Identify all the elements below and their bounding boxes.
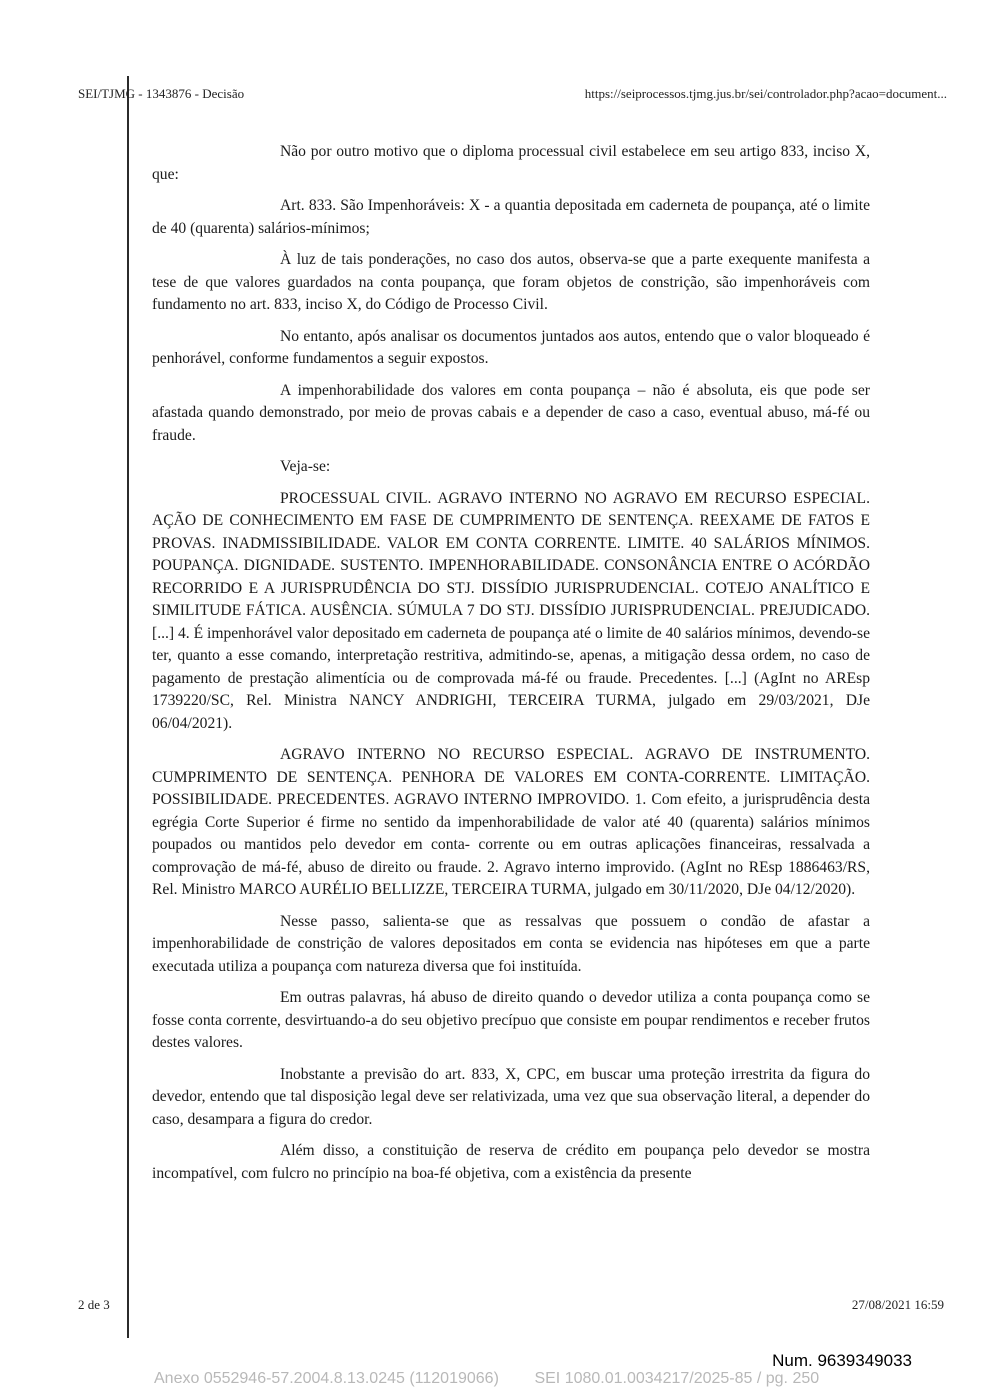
paragraph: À luz de tais ponderações, no caso dos autos, observa-se que a parte exequente manifesta a tese de que valores guardados na conta poupança, que foram objetos de constrição, são impenhoráveis com fundamento no art. 833, inciso X, do Código de Processo Civil. xyxy=(152,251,870,313)
case-law-quote: PROCESSUAL CIVIL. AGRAVO INTERNO NO AGRAVO EM RECURSO ESPECIAL. AÇÃO DE CONHECIMENTO EM FASE DE CUMPRIMENTO DE SENTENÇA. REEXAME DE FATOS E PROVAS. INADMISSIBILIDADE. VALOR EM CONTA CORRENTE. LIMITE. 40 SALÁRIOS MÍNIMOS. POUPANÇA. DIGNIDADE. SUSTENTO. IMPENHORABILIDADE. CONSONÂNCIA ENTRE O ACÓRDÃO RECORRIDO E A JURISPRUDÊNCIA DO STJ. DISSÍDIO JURISPRUDENCIAL. COTEJO ANALÍTICO E SIMILITUDE FÁTICA. AUSÊNCIA. SÚMULA 7 DO STJ. DISSÍDIO JURISPRUDENCIAL. PREJUDICADO. [...] 4. É impenhorável valor depositado em caderneta de poupança até o limite de 40 salários mínimos, devendo-se ter, quanto a esse comando, interpretação restritiva, admitindo-se, apenas, a mitigação dessa ordem, no caso de pagamento de prestação alimentícia ou de comprovada má-fé ou fraude. Precedentes. [...] (AgInt no AREsp 1739220/SC, Rel. Ministra NANCY ANDRIGHI, TERCEIRA TURMA, julgado em 29/03/2021, DJe 06/04/2021). xyxy=(152,489,870,732)
case-law-quote: AGRAVO INTERNO NO RECURSO ESPECIAL. AGRAVO DE INSTRUMENTO. CUMPRIMENTO DE SENTENÇA. PENHORA DE VALORES EM CONTA-CORRENTE. LIMITAÇÃO. POSSIBILIDADE. PRECEDENTES. AGRAVO INTERNO IMPROVIDO. 1. Com efeito, a jurisprudência desta egrégia Corte Superior é firme no sentido da impenhorabilidade de valor até 40 (quarenta) salários mínimos poupados ou mantidos pelo devedor em conta- corrente ou em outras aplicações financeiras, ressalvada a comprovação de má-fé, abuso de direito ou fraude. 2. Agravo interno improvido. (AgInt no REsp 1886463/RS, Rel. Ministro MARCO AURÉLIO BELLIZZE, TERCEIRA TURMA, julgado em 30/11/2020, DJe 04/12/2020). xyxy=(152,746,870,898)
paragraph: Veja-se: xyxy=(280,458,331,475)
paragraph: Além disso, a constituição de reserva de crédito em poupança pelo devedor se mostra incompatível, com fulcro no princípio na boa-fé objetiva, com a existência da presente xyxy=(152,1142,870,1182)
annex-stamp: Anexo 0552946-57.2004.8.13.0245 (112019066) SEI 1080.01.0034217/2025-85 / pg. 250 xyxy=(154,1370,820,1387)
paragraph: Em outras palavras, há abuso de direito quando o devedor utiliza a conta poupança como se fosse conta corrente, desvirtuando-a do seu objetivo precípuo que consiste em poupar rendimentos e receber frutos destes valores. xyxy=(152,989,870,1051)
paragraph: Nesse passo, salienta-se que as ressalvas que possuem o condão de afastar a impenhorabilidade de constrição de valores depositados em conta se evidencia nas hipóteses em que a parte executada utiliza a poupança com natureza diversa que foi instituída. xyxy=(152,912,870,975)
footer-page-number: 2 de 3 xyxy=(78,1297,110,1312)
header-document-id: SEI/TJMG - 1343876 - Decisão xyxy=(78,86,245,101)
scan-edge-line xyxy=(127,76,129,1338)
paragraph: Inobstante a previsão do art. 833, X, CPC, em buscar uma proteção irrestrita da figura do devedor, entendo que tal disposição legal deve ser relativizada, uma vez que sua observação literal, a depender do caso, desampara a figura do credor. xyxy=(152,1065,870,1128)
paragraph: A impenhorabilidade dos valores em conta poupança – não é absoluta, eis que pode ser afastada quando demonstrado, por meio de provas cabais e a depender de caso a caso, eventual abuso, má-fé ou fraude. xyxy=(152,381,870,444)
paragraph-article-quote: Art. 833. São Impenhoráveis: X - a quantia depositada em caderneta de poupança, até o limite de 40 (quarenta) salários-mínimos; xyxy=(152,197,870,237)
paragraph: Não por outro motivo que o diploma processual civil estabelece em seu artigo 833, inciso X, que: xyxy=(152,143,870,183)
footer-datetime: 27/08/2021 16:59 xyxy=(851,1297,944,1312)
paragraph: No entanto, após analisar os documentos juntados aos autos, entendo que o valor bloqueado é penhorável, conforme fundamentos a seguir expostos. xyxy=(152,327,870,367)
header-url: https://seiprocessos.tjmg.jus.br/sei/controlador.php?acao=document... xyxy=(584,86,947,101)
document-number: Num. 9639349033 xyxy=(772,1351,912,1370)
document-body xyxy=(152,141,870,1194)
